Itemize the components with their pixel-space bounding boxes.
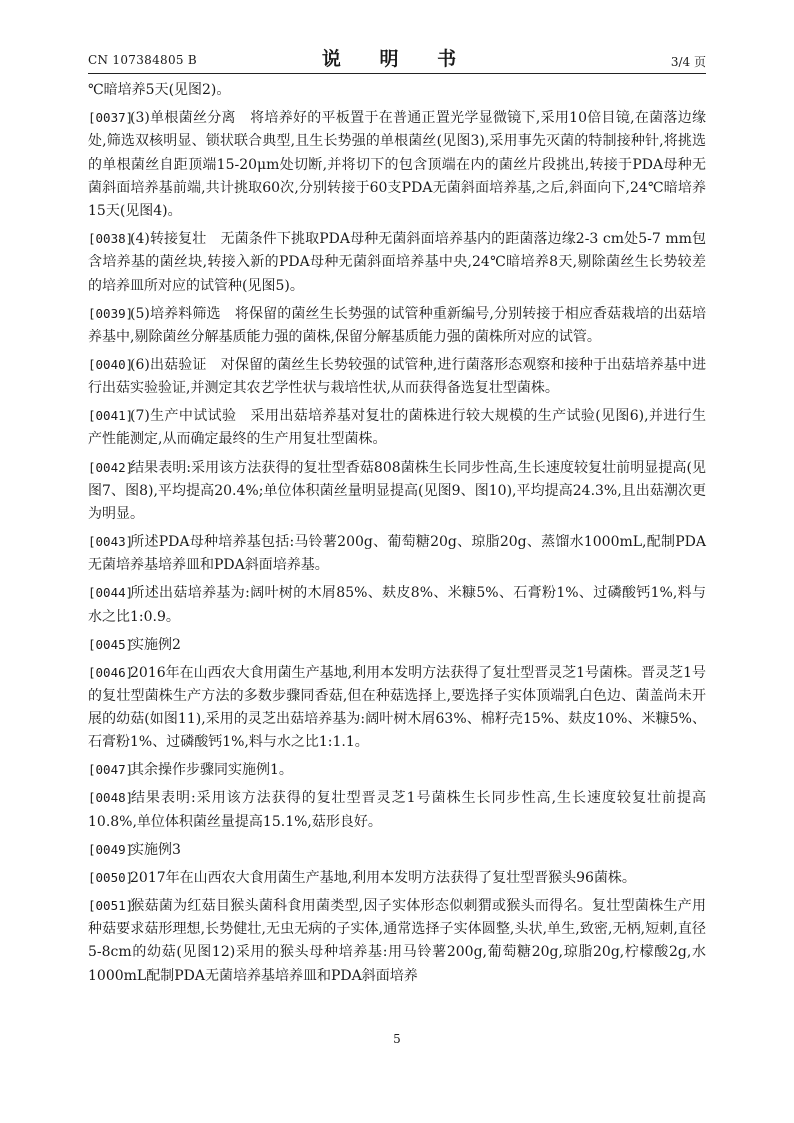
paragraph <box>88 633 706 657</box>
paragraph <box>88 227 706 298</box>
paragraph-text: 2016年在山西农大食用菌生产基地,利用本发明方法获得了复壮型晋灵芝1号菌株。晋灵芝1号的复壮型菌株生产方法的多数步骤同香菇,但在种菇选择上,要选择子实体顶端乳白色边、菌盖尚未开展的幼菇(如图11),采用的灵芝出菇培养基为:阔叶树木屑63%、棉籽壳15%、麸皮10%、米糠5%、石膏粉1%、过磷酸钙1%,料与水之比1:1.1。 <box>88 664 706 751</box>
paragraph-number: [0051] <box>88 897 134 913</box>
paragraph-text: (7)生产中试试验 采用出菇培养基对复壮的菌株进行较大规模的生产试验(见图6),并进行生产性能测定,从而确定最终的生产用复壮型菌株。 <box>88 408 706 448</box>
paragraph-number: [0043] <box>88 534 134 549</box>
paragraph-number: [0050] <box>88 869 134 885</box>
paragraph-text: 实施例3 <box>130 841 181 858</box>
paragraph <box>88 866 706 890</box>
page-count: 3/4 页 <box>670 55 706 69</box>
paragraph-text: 猴菇菌为红菇目猴头菌科食用菌类型,因子实体形态似刺猬或猴头而得名。复壮型菌株生产用种菇要求菇形理想,长势健壮,无虫无病的子实体,通常选择子实体圆整,头状,单生,致密,无柄,短刺,直径5-8cm的幼菇(见图12)采用的猴头母种培养基:用马铃薯200g,葡萄糖20g,琼脂20g,柠檬酸2g,水1000mL配制PDA无菌培养基培养皿和PDA斜面培养 <box>88 897 706 984</box>
paragraph-number: [0046] <box>88 664 134 680</box>
paragraph-text: 2017年在山西农大食用菌生产基地,利用本发明方法获得了复壮型晋猴头96菌株。 <box>130 869 636 886</box>
page-number: 5 <box>393 1032 401 1046</box>
continued-line: ℃暗培养5天(见图2)。 <box>88 82 231 98</box>
paragraph <box>88 404 706 451</box>
document-body <box>88 79 706 992</box>
paragraph-text: 实施例2 <box>130 636 181 653</box>
paragraph-number: [0044] <box>88 585 134 601</box>
paragraph-text: 所述出菇培养基为:阔叶树的木屑85%、麸皮8%、米糠5%、石膏粉1%、过磷酸钙1%,料与水之比1:0.9。 <box>88 585 706 625</box>
paragraph <box>88 581 706 628</box>
paragraph-number: [0045] <box>88 636 134 652</box>
paragraph-number: [0039] <box>88 305 134 321</box>
page-title: 说 明 书 <box>321 48 473 70</box>
paragraph-text: 其余操作步骤同实施例1。 <box>130 762 293 779</box>
paragraph-number: [0040] <box>88 356 134 372</box>
paragraph-number: [0049] <box>88 841 134 857</box>
paragraph-number: [0048] <box>88 790 134 806</box>
paragraph-number: [0037] <box>88 110 134 126</box>
paragraph-text: (4)转接复壮 无菌条件下挑取PDA母种无菌斜面培养基内的距菌落边缘2-3 cm处5-7 mm包含培养基的菌丝块,转接入新的PDA母种无菌斜面培养基中央,24℃暗培养8天,剔除菌丝生长势较差的培养皿所对应的试管种(见图5)。 <box>88 231 706 294</box>
paragraph <box>88 758 706 782</box>
paragraph-list <box>88 106 706 988</box>
paragraph <box>88 661 706 755</box>
page-header <box>88 44 706 74</box>
patent-number: CN 107384805 B <box>88 53 198 67</box>
header-divider <box>88 73 706 74</box>
paragraph <box>88 302 706 349</box>
paragraph <box>88 530 706 577</box>
paragraph-text: (6)出菇验证 对保留的菌丝生长势较强的试管种,进行菌落形态观察和接种于出菇培养基中进行出菇实验验证,并测定其农艺学性状与栽培性状,从而获得备选复壮型菌株。 <box>88 356 706 397</box>
paragraph-text: (5)培养料筛选 将保留的菌丝生长势强的试管种重新编号,分别转接于相应香菇栽培的出菇培养基中,剔除菌丝分解基质能力强的菌株,保留分解基质能力强的菌株所对应的试管。 <box>88 305 706 345</box>
paragraph <box>88 456 706 527</box>
paragraph-text: 结果表明:采用该方法获得的复壮型晋灵芝1号菌株生长同步性高,生长速度较复壮前提高10.8%,单位体积菌丝量提高15.1%,菇形良好。 <box>88 790 706 830</box>
paragraph-text: 所述PDA母种培养基包括:马铃薯200g、葡萄糖20g、琼脂20g、蒸馏水1000mL,配制PDA无菌培养基培养皿和PDA斜面培养基。 <box>88 534 706 574</box>
paragraph <box>88 894 706 988</box>
paragraph <box>88 353 706 400</box>
paragraph-number: [0041] <box>88 408 134 424</box>
paragraph-text: 结果表明:采用该方法获得的复壮型香菇808菌株生长同步性高,生长速度较复壮前明显提高(见图7、图8),平均提高20.4%;单位体积菌丝量明显提高(见图9、图10),平均提高24.3%,且出菇潮次更为明显。 <box>88 459 706 522</box>
paragraph-number: [0042] <box>88 459 134 475</box>
paragraph-number: [0047] <box>88 762 134 778</box>
paragraph <box>88 786 706 833</box>
paragraph <box>88 106 706 223</box>
paragraph-number: [0038] <box>88 231 134 247</box>
paragraph <box>88 838 706 862</box>
paragraph-text: (3)单根菌丝分离 将培养好的平板置于在普通正置光学显微镜下,采用10倍目镜,在菌落边缘处,筛选双核明显、锁状联合典型,且生长势强的单根菌丝(见图3),采用事先灭菌的特制接种针,将挑选的单根菌丝自距顶端15-20μm处切断,并将切下的包含顶端在内的菌丝片段挑出,转接于PDA母种无菌斜面培养基前端,共计挑取60次,分别转接于60支PDA无菌斜面培养基,之后,斜面向下,24℃暗培养15天(见图4)。 <box>88 110 706 220</box>
